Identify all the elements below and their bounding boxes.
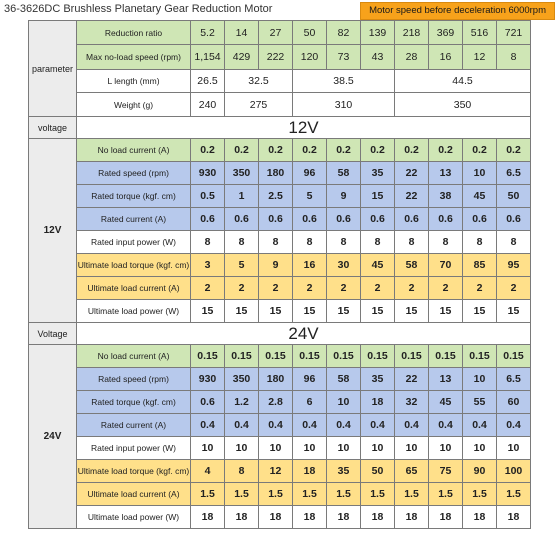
speed-cell: 8 [497, 45, 531, 70]
value-cell: 0.2 [259, 139, 293, 162]
row-label: Ultimate load power (W) [77, 300, 191, 323]
value-cell: 18 [361, 506, 395, 529]
speed-cell: 28 [395, 45, 429, 70]
value-cell: 50 [361, 460, 395, 483]
value-cell: 0.2 [497, 139, 531, 162]
speed-cell: 73 [327, 45, 361, 70]
value-cell: 350 [225, 368, 259, 391]
value-cell: 2 [429, 277, 463, 300]
value-cell: 10 [293, 437, 327, 460]
row-label: Rated input power (W) [77, 231, 191, 254]
value-cell: 0.4 [463, 414, 497, 437]
voltage-section-label: voltage [29, 117, 77, 139]
ratio-cell: 369 [429, 21, 463, 45]
value-cell: 16 [293, 254, 327, 277]
value-cell: 8 [463, 231, 497, 254]
value-cell: 0.2 [429, 139, 463, 162]
value-cell: 9 [327, 185, 361, 208]
value-cell: 10 [429, 437, 463, 460]
value-cell: 1.5 [361, 483, 395, 506]
value-cell: 45 [361, 254, 395, 277]
value-cell: 18 [293, 460, 327, 483]
ratio-cell: 82 [327, 21, 361, 45]
length-cell: 26.5 [191, 70, 225, 93]
row-label: Reduction ratio [77, 21, 191, 45]
value-cell: 2 [259, 277, 293, 300]
value-cell: 96 [293, 368, 327, 391]
value-cell: 8 [395, 231, 429, 254]
value-cell: 0.15 [293, 345, 327, 368]
value-cell: 0.4 [225, 414, 259, 437]
row-label: Ultimate load current (A) [77, 277, 191, 300]
ratio-cell: 5.2 [191, 21, 225, 45]
value-cell: 0.4 [259, 414, 293, 437]
value-cell: 0.6 [327, 208, 361, 231]
row-label: Max no-load speed (rpm) [77, 45, 191, 70]
value-cell: 15 [361, 185, 395, 208]
spec-row [29, 139, 531, 162]
value-cell: 2 [225, 277, 259, 300]
value-cell: 58 [395, 254, 429, 277]
row-label: Ultimate load current (A) [77, 483, 191, 506]
value-cell: 8 [327, 231, 361, 254]
value-cell: 0.15 [463, 345, 497, 368]
value-cell: 6.5 [497, 368, 531, 391]
value-cell: 0.15 [225, 345, 259, 368]
ratio-cell: 50 [293, 21, 327, 45]
value-cell: 350 [225, 162, 259, 185]
spec-row [29, 345, 531, 368]
value-cell: 0.6 [361, 208, 395, 231]
value-cell: 55 [463, 391, 497, 414]
row-label: Ultimate load torque (kgf. cm) [77, 460, 191, 483]
value-cell: 0.6 [259, 208, 293, 231]
value-cell: 0.6 [395, 208, 429, 231]
reduction-ratio-row [29, 21, 531, 45]
value-cell: 60 [497, 391, 531, 414]
weight-cell: 240 [191, 93, 225, 117]
value-cell: 0.6 [497, 208, 531, 231]
value-cell: 100 [497, 460, 531, 483]
value-cell: 8 [361, 231, 395, 254]
value-cell: 15 [225, 300, 259, 323]
row-label: Rated input power (W) [77, 437, 191, 460]
value-cell: 22 [395, 185, 429, 208]
value-cell: 0.2 [463, 139, 497, 162]
value-cell: 1 [225, 185, 259, 208]
parameter-section-label: parameter [29, 21, 77, 117]
value-cell: 38 [429, 185, 463, 208]
spec-row [29, 506, 531, 529]
value-cell: 1.5 [327, 483, 361, 506]
value-cell: 0.6 [293, 208, 327, 231]
value-cell: 15 [497, 300, 531, 323]
value-cell: 10 [191, 437, 225, 460]
value-cell: 50 [497, 185, 531, 208]
value-cell: 15 [463, 300, 497, 323]
value-cell: 0.6 [191, 208, 225, 231]
spec-row [29, 300, 531, 323]
value-cell: 22 [395, 162, 429, 185]
value-cell: 0.6 [191, 391, 225, 414]
value-cell: 18 [429, 506, 463, 529]
value-cell: 15 [429, 300, 463, 323]
spec-row [29, 162, 531, 185]
value-cell: 0.5 [191, 185, 225, 208]
value-cell: 10 [327, 391, 361, 414]
value-cell: 15 [293, 300, 327, 323]
value-cell: 8 [225, 460, 259, 483]
voltage-section-label-2: Voltage [29, 323, 77, 345]
row-label: Weight (g) [77, 93, 191, 117]
value-cell: 45 [429, 391, 463, 414]
value-cell: 2.5 [259, 185, 293, 208]
value-cell: 0.15 [497, 345, 531, 368]
value-cell: 32 [395, 391, 429, 414]
value-cell: 2 [191, 277, 225, 300]
row-label: Rated current (A) [77, 208, 191, 231]
value-cell: 180 [259, 368, 293, 391]
row-label: Ultimate load torque (kgf. cm) [77, 254, 191, 277]
speed-cell: 120 [293, 45, 327, 70]
value-cell: 0.6 [463, 208, 497, 231]
value-cell: 2 [463, 277, 497, 300]
weight-cell: 310 [293, 93, 395, 117]
value-cell: 2 [361, 277, 395, 300]
value-cell: 0.4 [361, 414, 395, 437]
row-label: Rated speed (rpm) [77, 368, 191, 391]
value-cell: 0.4 [327, 414, 361, 437]
value-cell: 96 [293, 162, 327, 185]
value-cell: 85 [463, 254, 497, 277]
value-cell: 8 [497, 231, 531, 254]
value-cell: 8 [429, 231, 463, 254]
value-cell: 35 [361, 162, 395, 185]
voltage-header-row [29, 323, 531, 345]
value-cell: 1.2 [225, 391, 259, 414]
spec-row [29, 277, 531, 300]
value-cell: 15 [395, 300, 429, 323]
value-cell: 5 [293, 185, 327, 208]
spec-row [29, 414, 531, 437]
value-cell: 0.2 [191, 139, 225, 162]
value-cell: 15 [361, 300, 395, 323]
value-cell: 1.5 [259, 483, 293, 506]
value-cell: 2 [497, 277, 531, 300]
value-cell: 75 [429, 460, 463, 483]
ratio-cell: 27 [259, 21, 293, 45]
value-cell: 1.5 [293, 483, 327, 506]
value-cell: 9 [259, 254, 293, 277]
spec-row [29, 208, 531, 231]
value-cell: 35 [361, 368, 395, 391]
length-cell: 44.5 [395, 70, 531, 93]
value-cell: 2 [395, 277, 429, 300]
value-cell: 18 [395, 506, 429, 529]
spec-row [29, 391, 531, 414]
value-cell: 18 [293, 506, 327, 529]
value-cell: 15 [327, 300, 361, 323]
value-cell: 18 [259, 506, 293, 529]
value-cell: 4 [191, 460, 225, 483]
value-cell: 0.4 [395, 414, 429, 437]
value-cell: 95 [497, 254, 531, 277]
ratio-cell: 516 [463, 21, 497, 45]
value-cell: 10 [463, 437, 497, 460]
voltage-24v-title: 24V [77, 323, 531, 345]
value-cell: 10 [225, 437, 259, 460]
value-cell: 18 [191, 506, 225, 529]
value-cell: 10 [395, 437, 429, 460]
page-header [0, 0, 558, 22]
value-cell: 13 [429, 368, 463, 391]
value-cell: 10 [497, 437, 531, 460]
speed-cell: 1,154 [191, 45, 225, 70]
max-speed-row [29, 45, 531, 70]
value-cell: 8 [191, 231, 225, 254]
speed-cell: 12 [463, 45, 497, 70]
value-cell: 0.15 [361, 345, 395, 368]
ratio-cell: 218 [395, 21, 429, 45]
spec-row [29, 185, 531, 208]
value-cell: 90 [463, 460, 497, 483]
value-cell: 0.4 [497, 414, 531, 437]
row-label: Rated speed (rpm) [77, 162, 191, 185]
length-row [29, 70, 531, 93]
value-cell: 0.15 [259, 345, 293, 368]
value-cell: 10 [361, 437, 395, 460]
page-title: 36-3626DC Brushless Planetary Gear Reduction Motor [4, 3, 273, 15]
value-cell: 0.4 [191, 414, 225, 437]
speed-badge: Motor speed before deceleration 6000rpm [360, 2, 555, 20]
length-cell: 38.5 [293, 70, 395, 93]
value-cell: 13 [429, 162, 463, 185]
value-cell: 2 [293, 277, 327, 300]
value-cell: 0.2 [225, 139, 259, 162]
value-cell: 0.15 [191, 345, 225, 368]
value-cell: 0.2 [327, 139, 361, 162]
spec-row [29, 254, 531, 277]
weight-cell: 275 [225, 93, 293, 117]
value-cell: 18 [225, 506, 259, 529]
weight-row [29, 93, 531, 117]
voltage-24v-side-label: 24V [29, 345, 77, 529]
value-cell: 930 [191, 162, 225, 185]
spec-row [29, 483, 531, 506]
value-cell: 0.2 [293, 139, 327, 162]
row-label: L length (mm) [77, 70, 191, 93]
value-cell: 1.5 [191, 483, 225, 506]
value-cell: 18 [327, 506, 361, 529]
value-cell: 0.15 [327, 345, 361, 368]
length-cell: 32.5 [225, 70, 293, 93]
speed-cell: 16 [429, 45, 463, 70]
voltage-12v-side-label: 12V [29, 139, 77, 323]
value-cell: 0.4 [429, 414, 463, 437]
value-cell: 1.5 [395, 483, 429, 506]
value-cell: 18 [497, 506, 531, 529]
row-label: No load current (A) [77, 345, 191, 368]
value-cell: 58 [327, 368, 361, 391]
spec-table [28, 20, 531, 529]
value-cell: 10 [259, 437, 293, 460]
value-cell: 58 [327, 162, 361, 185]
row-label: No load current (A) [77, 139, 191, 162]
row-label: Rated torque (kgf. cm) [77, 185, 191, 208]
spec-row [29, 460, 531, 483]
ratio-cell: 139 [361, 21, 395, 45]
speed-cell: 222 [259, 45, 293, 70]
value-cell: 0.15 [395, 345, 429, 368]
value-cell: 65 [395, 460, 429, 483]
value-cell: 0.2 [361, 139, 395, 162]
value-cell: 10 [463, 162, 497, 185]
value-cell: 18 [361, 391, 395, 414]
weight-cell: 350 [395, 93, 531, 117]
row-label: Ultimate load power (W) [77, 506, 191, 529]
row-label: Rated torque (kgf. cm) [77, 391, 191, 414]
row-label: Rated current (A) [77, 414, 191, 437]
value-cell: 30 [327, 254, 361, 277]
value-cell: 1.5 [497, 483, 531, 506]
value-cell: 18 [463, 506, 497, 529]
value-cell: 10 [463, 368, 497, 391]
value-cell: 1.5 [463, 483, 497, 506]
value-cell: 22 [395, 368, 429, 391]
spec-row [29, 231, 531, 254]
value-cell: 12 [259, 460, 293, 483]
value-cell: 5 [225, 254, 259, 277]
spec-row [29, 368, 531, 391]
value-cell: 2.8 [259, 391, 293, 414]
value-cell: 15 [259, 300, 293, 323]
value-cell: 0.15 [429, 345, 463, 368]
voltage-12v-header-row [29, 117, 531, 139]
value-cell: 8 [293, 231, 327, 254]
value-cell: 3 [191, 254, 225, 277]
value-cell: 6.5 [497, 162, 531, 185]
spec-row [29, 437, 531, 460]
value-cell: 0.6 [225, 208, 259, 231]
value-cell: 0.6 [429, 208, 463, 231]
value-cell: 10 [327, 437, 361, 460]
speed-cell: 429 [225, 45, 259, 70]
value-cell: 70 [429, 254, 463, 277]
value-cell: 0.4 [293, 414, 327, 437]
ratio-cell: 721 [497, 21, 531, 45]
value-cell: 45 [463, 185, 497, 208]
value-cell: 6 [293, 391, 327, 414]
value-cell: 0.2 [395, 139, 429, 162]
value-cell: 1.5 [225, 483, 259, 506]
value-cell: 1.5 [429, 483, 463, 506]
speed-cell: 43 [361, 45, 395, 70]
ratio-cell: 14 [225, 21, 259, 45]
value-cell: 35 [327, 460, 361, 483]
value-cell: 180 [259, 162, 293, 185]
voltage-12v-title: 12V [77, 117, 531, 139]
value-cell: 15 [191, 300, 225, 323]
value-cell: 2 [327, 277, 361, 300]
value-cell: 8 [225, 231, 259, 254]
value-cell: 930 [191, 368, 225, 391]
value-cell: 8 [259, 231, 293, 254]
